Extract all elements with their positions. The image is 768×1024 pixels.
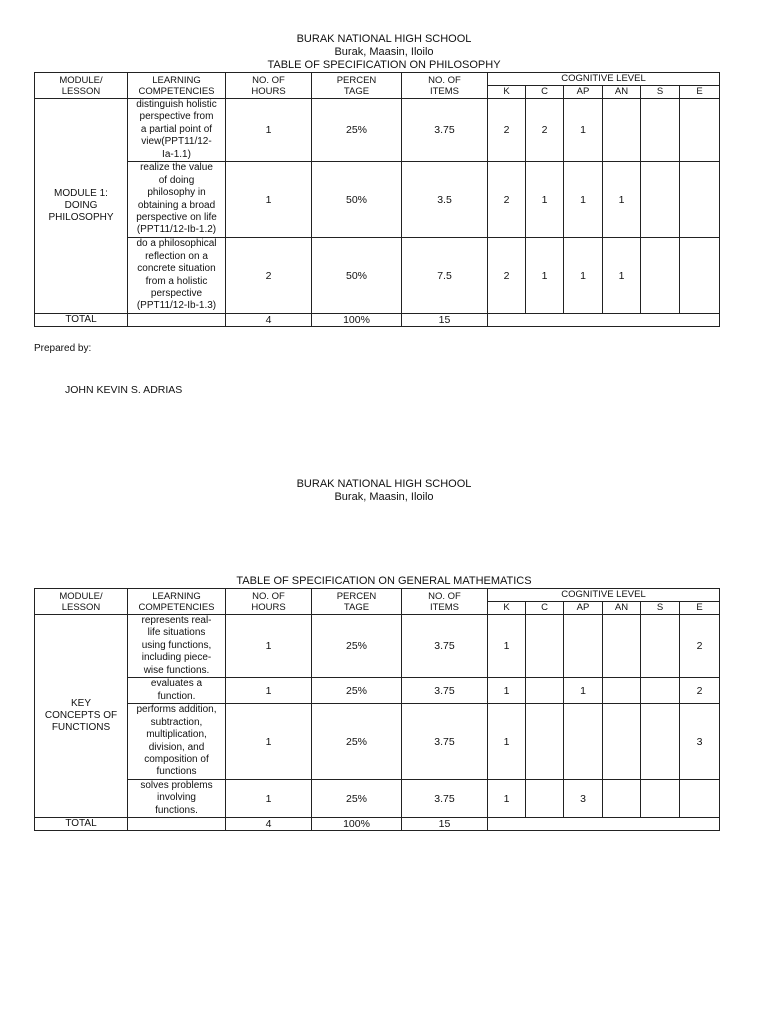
competency-cell: represents real- life situations using functions, including piece- wise functions. xyxy=(128,615,226,678)
hours-cell: 1 xyxy=(226,678,312,704)
preparer-name: JOHN KEVIN S. ADRIAS xyxy=(65,384,183,396)
competencies-header: LEARNING COMPETENCIES xyxy=(128,589,226,615)
school-address: Burak, Maasin, Iloilo xyxy=(334,46,434,58)
level-c-cell xyxy=(526,780,564,818)
level-an-cell: 1 xyxy=(603,238,641,314)
level-k-cell: 2 xyxy=(488,238,526,314)
level-ap-cell: 1 xyxy=(564,162,603,238)
total-items: 15 xyxy=(402,818,488,831)
level-an-cell xyxy=(603,615,641,678)
level-an-cell: 1 xyxy=(603,162,641,238)
total-percent: 100% xyxy=(312,818,402,831)
level-c-cell: 1 xyxy=(526,162,564,238)
items-cell: 3.75 xyxy=(402,780,488,818)
competency-cell: do a philosophical reflection on a concrete situation from a holistic perspective (PPT11/12-Ib-1.3) xyxy=(128,238,226,314)
level-e-cell: 2 xyxy=(680,678,720,704)
module-cell: KEY CONCEPTS OF FUNCTIONS xyxy=(35,615,128,818)
philosophy-tos-table xyxy=(34,72,720,327)
table-row xyxy=(35,238,720,314)
items-cell: 3.5 xyxy=(402,162,488,238)
items-header: NO. OF ITEMS xyxy=(402,73,488,99)
table-row xyxy=(35,780,720,818)
percent-cell: 25% xyxy=(312,615,402,678)
level-c-cell: 1 xyxy=(526,238,564,314)
hours-header: NO. OF HOURS xyxy=(226,73,312,99)
table-row xyxy=(35,162,720,238)
level-an-cell xyxy=(603,780,641,818)
total-label: TOTAL xyxy=(35,314,128,327)
hours-cell: 2 xyxy=(226,238,312,314)
table-row xyxy=(35,99,720,162)
level-c-header: C xyxy=(526,602,564,615)
level-c-cell xyxy=(526,678,564,704)
table-row xyxy=(35,678,720,704)
items-cell: 3.75 xyxy=(402,99,488,162)
items-cell: 3.75 xyxy=(402,615,488,678)
table-title: TABLE OF SPECIFICATION ON GENERAL MATHEMATICS xyxy=(236,575,532,587)
math-tos-table xyxy=(34,588,720,831)
prepared-by-label: Prepared by: xyxy=(34,343,92,354)
items-cell: 7.5 xyxy=(402,238,488,314)
school-name: BURAK NATIONAL HIGH SCHOOL xyxy=(296,33,472,45)
percentage-header: PERCEN TAGE xyxy=(312,589,402,615)
total-competency-cell xyxy=(128,314,226,327)
items-cell: 3.75 xyxy=(402,704,488,780)
level-an-header: AN xyxy=(603,86,641,99)
level-s-header: S xyxy=(641,602,680,615)
hours-cell: 1 xyxy=(226,704,312,780)
level-k-cell: 1 xyxy=(488,678,526,704)
hours-cell: 1 xyxy=(226,99,312,162)
level-s-cell xyxy=(641,615,680,678)
cognitive-level-header: COGNITIVE LEVEL xyxy=(488,589,720,602)
level-e-header: E xyxy=(680,602,720,615)
hours-cell: 1 xyxy=(226,615,312,678)
level-s-cell xyxy=(641,704,680,780)
total-row xyxy=(35,314,720,327)
percent-cell: 25% xyxy=(312,704,402,780)
school-address: Burak, Maasin, Iloilo xyxy=(334,491,434,503)
level-ap-cell: 1 xyxy=(564,238,603,314)
level-k-header: K xyxy=(488,602,526,615)
level-ap-cell: 1 xyxy=(564,678,603,704)
percentage-header: PERCEN TAGE xyxy=(312,73,402,99)
school-name: BURAK NATIONAL HIGH SCHOOL xyxy=(296,478,472,490)
table-title: TABLE OF SPECIFICATION ON PHILOSOPHY xyxy=(267,59,501,71)
level-e-cell xyxy=(680,780,720,818)
module-cell: MODULE 1: DOING PHILOSOPHY xyxy=(35,99,128,314)
module-header: MODULE/ LESSON xyxy=(35,73,128,99)
level-e-header: E xyxy=(680,86,720,99)
level-ap-cell: 3 xyxy=(564,780,603,818)
level-k-cell: 2 xyxy=(488,162,526,238)
competencies-header: LEARNING COMPETENCIES xyxy=(128,73,226,99)
total-items: 15 xyxy=(402,314,488,327)
percent-cell: 25% xyxy=(312,99,402,162)
hours-cell: 1 xyxy=(226,162,312,238)
items-cell: 3.75 xyxy=(402,678,488,704)
percent-cell: 25% xyxy=(312,678,402,704)
competency-cell: evaluates a function. xyxy=(128,678,226,704)
level-an-cell xyxy=(603,99,641,162)
level-k-cell: 1 xyxy=(488,615,526,678)
level-s-cell xyxy=(641,678,680,704)
hours-header: NO. OF HOURS xyxy=(226,589,312,615)
level-e-cell: 2 xyxy=(680,615,720,678)
total-levels-cell xyxy=(488,818,720,831)
level-k-cell: 1 xyxy=(488,780,526,818)
total-percent: 100% xyxy=(312,314,402,327)
level-e-cell xyxy=(680,99,720,162)
table-row xyxy=(35,704,720,780)
competency-cell: realize the value of doing philosophy in obtaining a broad perspective on life (PPT11/12-Ib-1.2) xyxy=(128,162,226,238)
level-ap-cell xyxy=(564,704,603,780)
level-ap-header: AP xyxy=(564,602,603,615)
level-e-cell: 3 xyxy=(680,704,720,780)
level-k-header: K xyxy=(488,86,526,99)
level-k-cell: 1 xyxy=(488,704,526,780)
total-row xyxy=(35,818,720,831)
level-s-cell xyxy=(641,162,680,238)
percent-cell: 50% xyxy=(312,238,402,314)
module-header: MODULE/ LESSON xyxy=(35,589,128,615)
items-header: NO. OF ITEMS xyxy=(402,589,488,615)
competency-cell: performs addition, subtraction, multiplication, division, and composition of functions xyxy=(128,704,226,780)
level-c-header: C xyxy=(526,86,564,99)
level-an-cell xyxy=(603,704,641,780)
level-c-cell xyxy=(526,615,564,678)
total-label: TOTAL xyxy=(35,818,128,831)
level-k-cell: 2 xyxy=(488,99,526,162)
level-s-cell xyxy=(641,780,680,818)
level-c-cell xyxy=(526,704,564,780)
table-row xyxy=(35,615,720,678)
cognitive-level-header: COGNITIVE LEVEL xyxy=(488,73,720,86)
total-competency-cell xyxy=(128,818,226,831)
level-c-cell: 2 xyxy=(526,99,564,162)
competency-cell: solves problems involving functions. xyxy=(128,780,226,818)
level-e-cell xyxy=(680,238,720,314)
level-ap-header: AP xyxy=(564,86,603,99)
level-ap-cell: 1 xyxy=(564,99,603,162)
level-s-header: S xyxy=(641,86,680,99)
hours-cell: 1 xyxy=(226,780,312,818)
level-ap-cell xyxy=(564,615,603,678)
header-row xyxy=(35,589,720,602)
total-hours: 4 xyxy=(226,314,312,327)
level-an-header: AN xyxy=(603,602,641,615)
level-an-cell xyxy=(603,678,641,704)
header-row xyxy=(35,73,720,86)
total-hours: 4 xyxy=(226,818,312,831)
competency-cell: distinguish holistic perspective from a partial point of view(PPT11/12- Ia-1.1) xyxy=(128,99,226,162)
percent-cell: 25% xyxy=(312,780,402,818)
total-levels-cell xyxy=(488,314,720,327)
level-s-cell xyxy=(641,99,680,162)
level-e-cell xyxy=(680,162,720,238)
percent-cell: 50% xyxy=(312,162,402,238)
level-s-cell xyxy=(641,238,680,314)
